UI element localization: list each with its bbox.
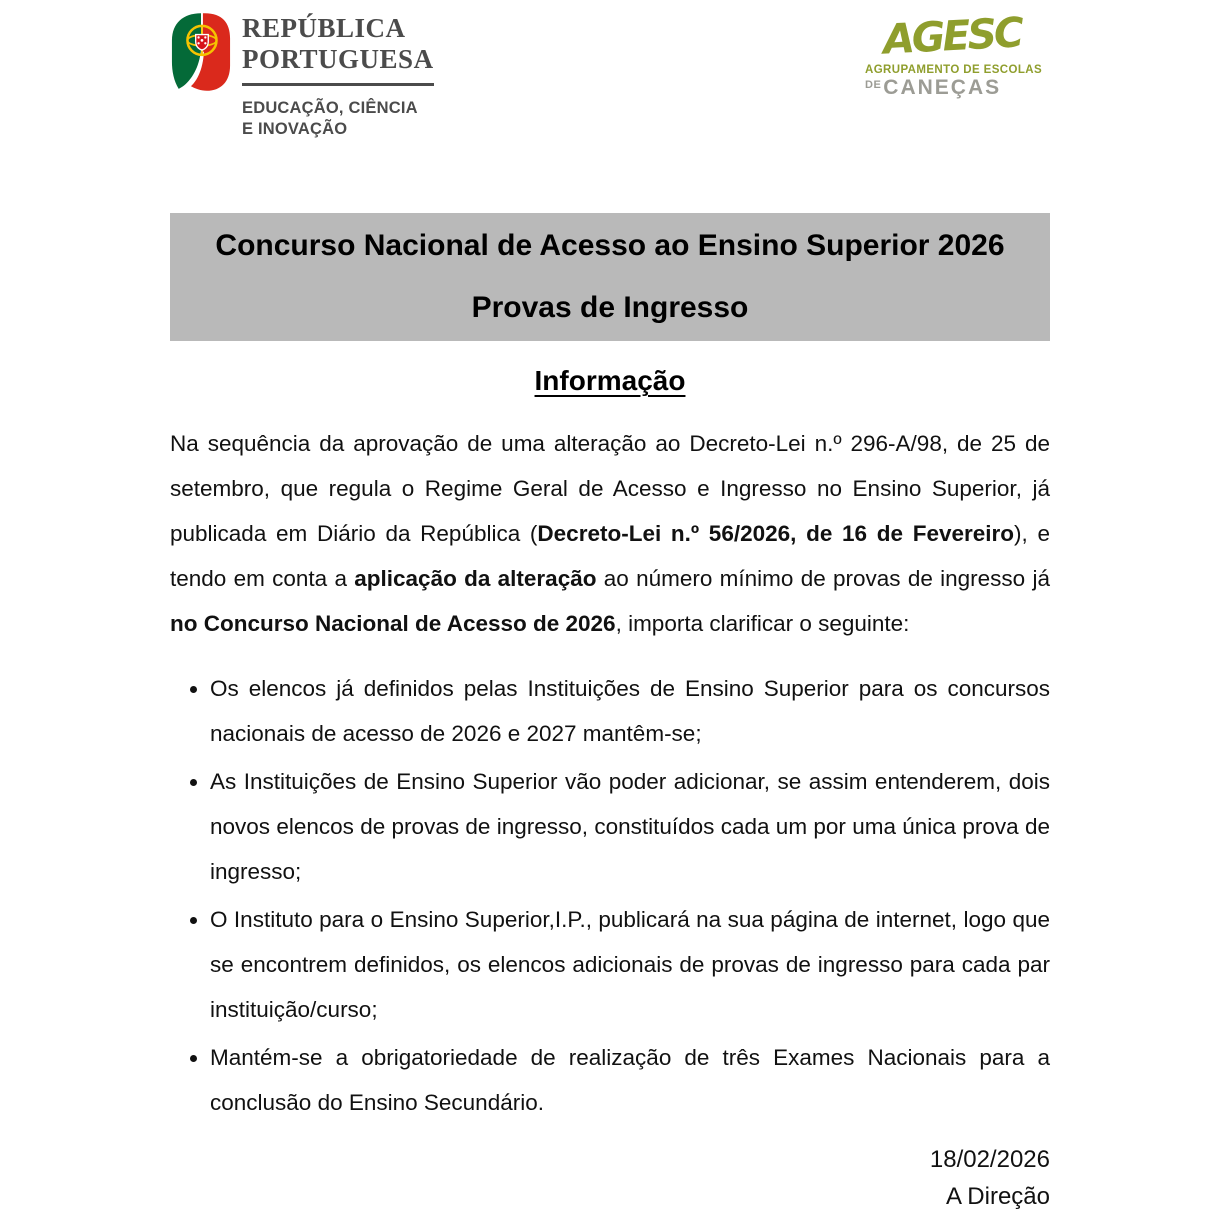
intro-segment: Na sequência da aprovação de uma alteração ao Decreto-Lei n.º 296-A/98, de 25 de setembro, que regula o Regime Geral de Acesso e Ingresso no Ensino Superior, já publicada em Diário da República (: [170, 431, 1050, 546]
bullet-list: [170, 666, 1050, 1125]
list-item: • Os elencos já definidos pelas Instituições de Ensino Superior para os concursos nacionais de acesso de 2026 e 2027 mantêm-se;: [210, 666, 1050, 756]
banner-title-line2: Provas de Ingresso: [471, 291, 749, 324]
agesc-school-logo: [865, 10, 1065, 100]
list-item: • As Instituições de Ensino Superior vão poder adicionar, se assim entenderem, dois novos elencos de provas de ingresso, constituídos cada um por uma única prova de ingresso;: [210, 759, 1050, 894]
section-heading: Informação: [534, 365, 686, 396]
document-header: [0, 0, 1214, 140]
intro-segment-bold: Decreto-Lei n.º 56/2026, de 16 de Fevereiro: [537, 521, 1015, 546]
portugal-flag-icon: [170, 10, 232, 94]
school-subtitle-prefix: DE: [865, 79, 882, 91]
gov-title-line2: PORTUGUESA: [242, 44, 434, 74]
gov-title-line1: REPÚBLICA: [242, 13, 406, 43]
school-name: CANEÇAS: [883, 76, 1002, 99]
gov-subtitle-line2: E INOVAÇÃO: [242, 120, 348, 138]
footer-date: 18/02/2026: [929, 1146, 1050, 1173]
document-footer: [170, 1141, 1050, 1215]
school-subtitle-line2: [865, 76, 1065, 100]
gov-logo-divider: [242, 83, 434, 86]
title-banner: [170, 213, 1050, 341]
republica-portuguesa-logo: [170, 10, 434, 140]
school-subtitle-line1: AGRUPAMENTO DE ESCOLAS: [865, 64, 1043, 76]
agesc-wordmark: AGESC: [881, 8, 1023, 64]
intro-segment: ao número mínimo de provas de ingresso já: [596, 566, 1050, 591]
list-item: • O Instituto para o Ensino Superior,I.P., publicará na sua página de internet, logo que se encontrem definidos, os elencos adicionais de provas de ingresso para cada par instituição/curso;: [210, 897, 1050, 1032]
document-body: [170, 213, 1050, 1215]
intro-segment: ), e tendo em conta a: [170, 521, 1050, 591]
intro-segment-bold: aplicação da alteração: [354, 566, 597, 591]
intro-segment: , importa clarificar o seguinte:: [615, 611, 910, 636]
intro-segment-bold: no Concurso Nacional de Acesso de 2026: [170, 611, 616, 636]
list-item: • Mantém-se a obrigatoriedade de realização de três Exames Nacionais para a conclusão do Ensino Secundário.: [210, 1035, 1050, 1125]
footer-signature: A Direção: [945, 1183, 1050, 1210]
gov-logo-text: [242, 10, 434, 140]
gov-subtitle-line1: EDUCAÇÃO, CIÊNCIA: [242, 99, 418, 117]
banner-title-line1: Concurso Nacional de Acesso ao Ensino Superior 2026: [215, 229, 1005, 262]
intro-paragraph: [170, 421, 1050, 646]
